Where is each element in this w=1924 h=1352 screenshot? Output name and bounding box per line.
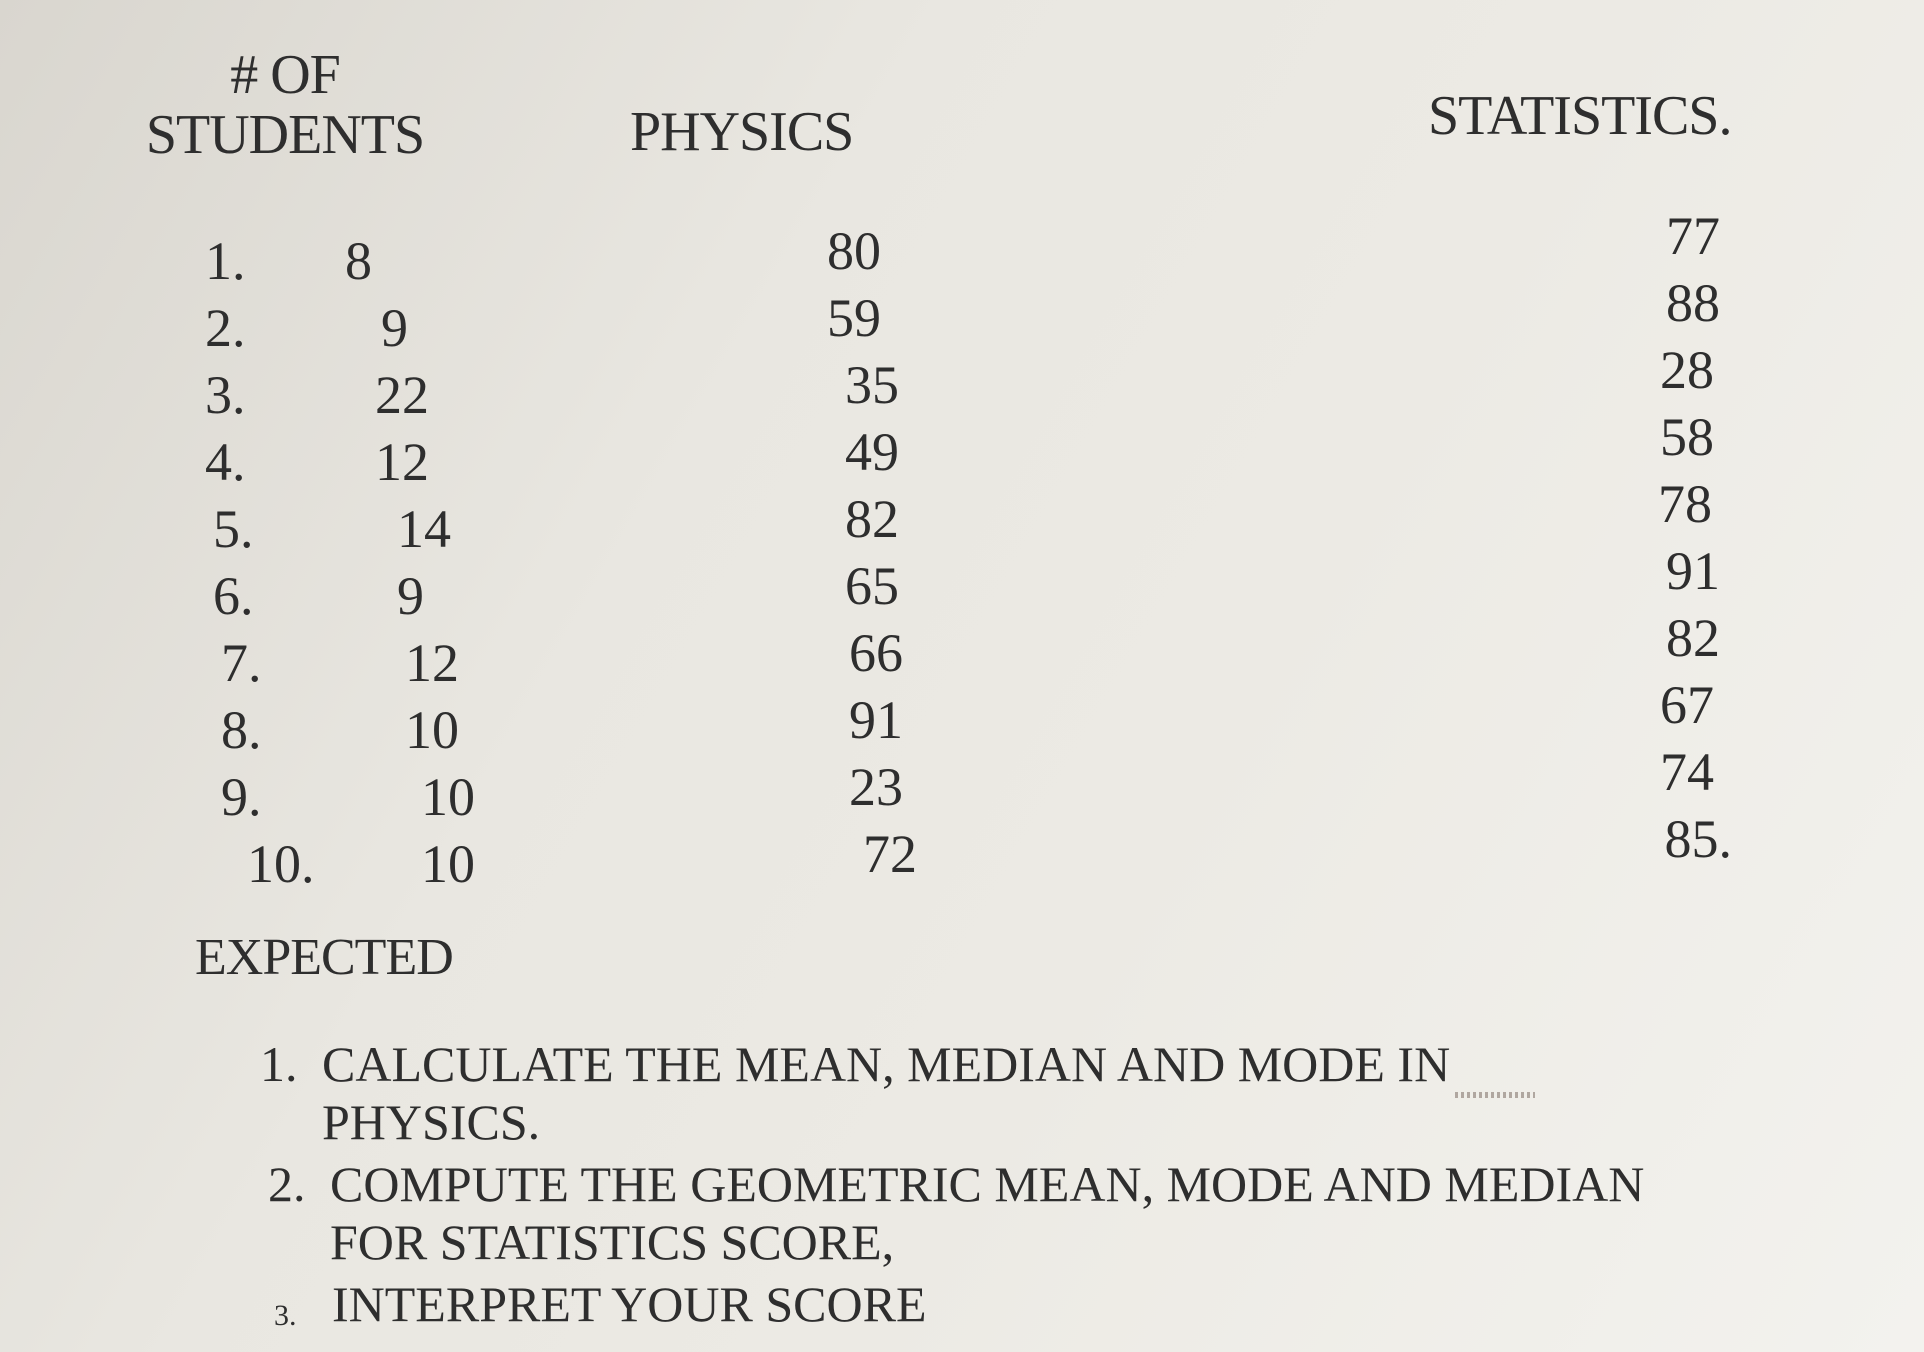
header-students-line1: # OF bbox=[230, 44, 340, 106]
student-count: 12 bbox=[405, 633, 459, 693]
statistics-score: 91 bbox=[1666, 541, 1720, 601]
task-number: 3. bbox=[274, 1299, 297, 1332]
spellcheck-underline bbox=[1455, 1092, 1535, 1098]
header-students-line2: STUDENTS bbox=[145, 104, 425, 166]
student-count: 22 bbox=[375, 365, 429, 425]
student-count: 8 bbox=[345, 231, 372, 291]
physics-column bbox=[827, 218, 917, 888]
row-index: 1. bbox=[205, 231, 246, 291]
physics-score: 59 bbox=[827, 288, 881, 348]
task-item bbox=[274, 1275, 1644, 1333]
task-item bbox=[268, 1155, 1644, 1271]
header-physics: PHYSICS bbox=[630, 101, 854, 163]
statistics-score: 82 bbox=[1666, 608, 1720, 668]
student-count: 10 bbox=[405, 700, 459, 760]
task-item bbox=[260, 1035, 1644, 1151]
statistics-column bbox=[1640, 203, 1732, 873]
physics-score: 49 bbox=[845, 422, 899, 482]
student-count-column bbox=[345, 228, 475, 898]
statistics-score: 77 bbox=[1666, 206, 1720, 266]
expected-heading: EXPECTED bbox=[195, 929, 453, 986]
statistics-score: 58 bbox=[1660, 407, 1714, 467]
student-count: 10 bbox=[421, 767, 475, 827]
task-text-line: COMPUTE THE GEOMETRIC MEAN, MODE AND MEDIAN bbox=[330, 1156, 1645, 1212]
row-index: 6. bbox=[213, 566, 254, 626]
statistics-score: 28 bbox=[1660, 340, 1714, 400]
statistics-score: 67 bbox=[1660, 675, 1714, 735]
physics-score: 23 bbox=[849, 757, 903, 817]
student-count: 12 bbox=[375, 432, 429, 492]
index-column bbox=[205, 228, 315, 898]
statistics-score: 78 bbox=[1658, 474, 1712, 534]
header-number-of-students bbox=[135, 45, 435, 165]
row-index: 3. bbox=[205, 365, 246, 425]
row-index: 5. bbox=[213, 499, 254, 559]
statistics-score: 85. bbox=[1664, 809, 1732, 869]
physics-score: 91 bbox=[849, 690, 903, 750]
physics-score: 66 bbox=[849, 623, 903, 683]
row-index: 4. bbox=[205, 432, 246, 492]
header-statistics: STATISTICS. bbox=[1428, 85, 1732, 147]
task-text-line: CALCULATE THE MEAN, MEDIAN AND MODE IN bbox=[322, 1036, 1451, 1092]
row-index: 9. bbox=[221, 767, 262, 827]
task-number: 2. bbox=[268, 1156, 306, 1212]
physics-score: 82 bbox=[845, 489, 899, 549]
task-list bbox=[260, 1035, 1644, 1333]
task-text-line: PHYSICS. bbox=[322, 1094, 541, 1150]
task-number: 1. bbox=[260, 1036, 298, 1092]
physics-score: 65 bbox=[845, 556, 899, 616]
physics-score: 35 bbox=[845, 355, 899, 415]
student-count: 9 bbox=[381, 298, 408, 358]
row-index: 2. bbox=[205, 298, 246, 358]
statistics-score: 74 bbox=[1660, 742, 1714, 802]
row-index: 10. bbox=[247, 834, 315, 894]
statistics-score: 88 bbox=[1666, 273, 1720, 333]
physics-score: 72 bbox=[863, 824, 917, 884]
student-count: 14 bbox=[397, 499, 451, 559]
physics-score: 80 bbox=[827, 221, 881, 281]
row-index: 8. bbox=[221, 700, 262, 760]
student-count: 9 bbox=[397, 566, 424, 626]
row-index: 7. bbox=[221, 633, 262, 693]
student-count: 10 bbox=[421, 834, 475, 894]
task-text-line: INTERPRET YOUR SCORE bbox=[332, 1276, 927, 1332]
task-text-line: FOR STATISTICS SCORE, bbox=[330, 1214, 895, 1270]
